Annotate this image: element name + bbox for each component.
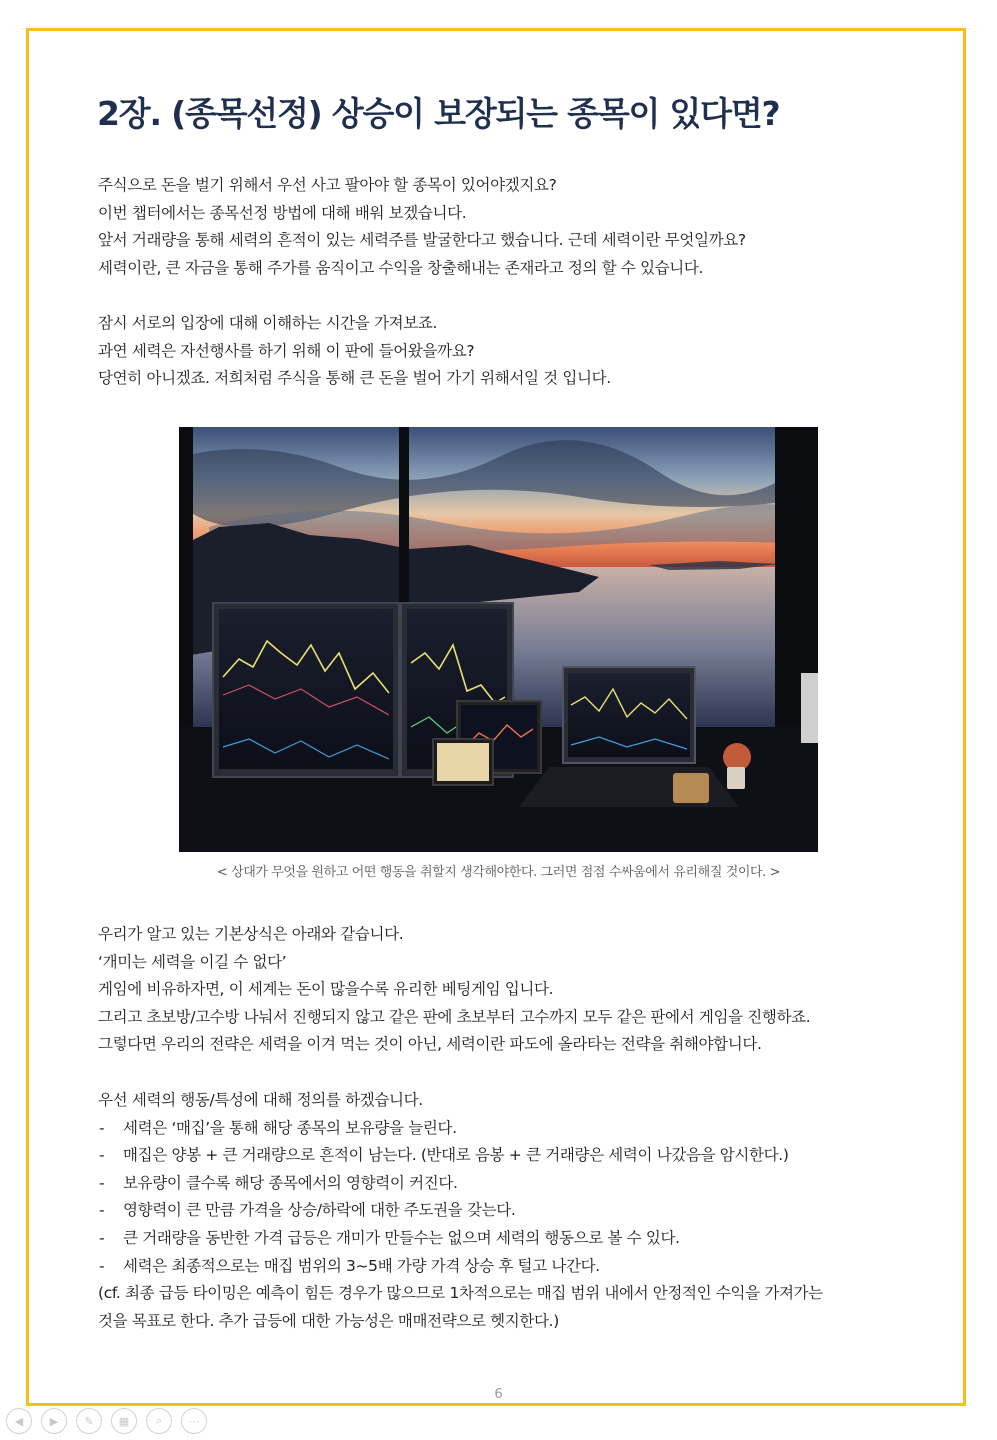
trading-desk-photo xyxy=(179,427,818,852)
bullet-dash: - xyxy=(99,1256,105,1275)
bullet-item xyxy=(98,1197,898,1225)
bullet-dash: - xyxy=(99,1146,105,1165)
intro-line: 주식으로 돈을 벌기 위해서 우선 사고 팔아야 할 종목이 있어야겠지요? xyxy=(98,176,557,194)
third-line: ‘개미는 세력을 이길 수 없다’ xyxy=(98,952,287,971)
bullet-text: 큰 거래량을 동반한 가격 급등은 개미가 만들수는 없으며 세력의 행동으로 볼 수 있다. xyxy=(123,1228,680,1247)
more-icon[interactable]: ⋯ xyxy=(181,1408,207,1434)
bullet-item xyxy=(98,1170,898,1198)
third-line: 그리고 초보방/고수방 나눠서 진행되지 않고 같은 판에 초보부터 고수까지 모두 같은 판에서 게임을 진행하죠. xyxy=(98,1007,811,1026)
grid-icon[interactable]: ▦ xyxy=(111,1408,137,1434)
bullet-text: 세력은 최종적으로는 매집 범위의 3~5배 가량 가격 상승 후 털고 나간다. xyxy=(123,1256,600,1275)
third-line: 게임에 비유하자면, 이 세계는 돈이 많을수록 유리한 베팅게임 입니다. xyxy=(98,980,554,999)
bullet-text: 보유량이 클수록 해당 종목에서의 영향력이 커진다. xyxy=(123,1173,458,1192)
bullet-dash: - xyxy=(99,1173,105,1192)
intro-line: 세력이란, 큰 자금을 통해 주가를 움직이고 수익을 창출해내는 존재라고 정의 할 수 있습니다. xyxy=(98,258,704,277)
intro-line: 앞서 거래량을 통해 세력의 흔적이 있는 세력주를 발굴한다고 했습니다. 근데 세력이란 무엇일까요? xyxy=(98,231,746,250)
bullet-dash: - xyxy=(99,1228,105,1247)
intro-paragraph xyxy=(98,172,898,282)
page-number: 6 xyxy=(494,1387,503,1402)
intro-line: 이번 챕터에서는 종목선정 방법에 대해 배워 보겠습니다. xyxy=(98,203,467,222)
page-title: 2장. (종목선정) 상승이 보장되는 종목이 있다면? xyxy=(97,94,780,133)
pen-icon[interactable]: ✎ xyxy=(76,1408,102,1434)
bullet-dash: - xyxy=(99,1201,105,1220)
second-paragraph xyxy=(98,310,898,393)
bullet-item xyxy=(98,1115,898,1143)
next-icon[interactable]: ▶ xyxy=(41,1408,67,1434)
fourth-paragraph xyxy=(98,1087,898,1335)
bullet-text: 영향력이 큰 만큼 가격을 상승/하락에 대한 주도권을 갖는다. xyxy=(123,1201,516,1220)
note-line: 것을 목표로 한다. 추가 급등에 대한 가능성은 매매전략으로 헷지한다.) xyxy=(98,1311,559,1330)
viewer-toolbar xyxy=(6,1408,207,1434)
previous-icon[interactable]: ◀ xyxy=(6,1408,32,1434)
second-line: 당연히 아니겠죠. 저희처럼 주식을 통해 큰 돈을 벌어 가기 위해서일 것 입니다. xyxy=(98,369,611,388)
image-caption: < 상대가 무엇을 원하고 어떤 행동을 취할지 생각해야한다. 그러면 점점 수싸움에서 유리해질 것이다. > xyxy=(216,865,781,880)
second-line: 과연 세력은 자선행사를 하기 위해 이 판에 들어왔을까요? xyxy=(98,341,475,360)
third-paragraph xyxy=(98,921,898,1059)
fourth-heading: 우선 세력의 행동/특성에 대해 정의를 하겠습니다. xyxy=(98,1091,423,1109)
zoom-icon[interactable]: ⌕ xyxy=(146,1408,172,1434)
bullet-dash: - xyxy=(99,1118,105,1137)
bullet-item xyxy=(98,1253,898,1281)
note-line: (cf. 최종 급등 타이밍은 예측이 힘든 경우가 많으므로 1차적으로는 매집 범위 내에서 안정적인 수익을 가져가는 xyxy=(98,1284,823,1303)
third-line: 우리가 알고 있는 기본상식은 아래와 같습니다. xyxy=(98,925,404,943)
bullet-item xyxy=(98,1142,898,1170)
bullet-text: 세력은 ‘매집’을 통해 해당 종목의 보유량을 늘린다. xyxy=(123,1118,457,1137)
third-line: 그렇다면 우리의 전략은 세력을 이겨 먹는 것이 아닌, 세력이란 파도에 올라타는 전략을 취해야합니다. xyxy=(98,1035,762,1054)
second-line: 잠시 서로의 입장에 대해 이해하는 시간을 가져보죠. xyxy=(98,314,438,332)
bullet-item xyxy=(98,1225,898,1253)
bullet-text: 매집은 양봉 + 큰 거래량으로 흔적이 남는다. (반대로 음봉 + 큰 거래량은 세력이 나갔음을 암시한다.) xyxy=(123,1146,789,1165)
